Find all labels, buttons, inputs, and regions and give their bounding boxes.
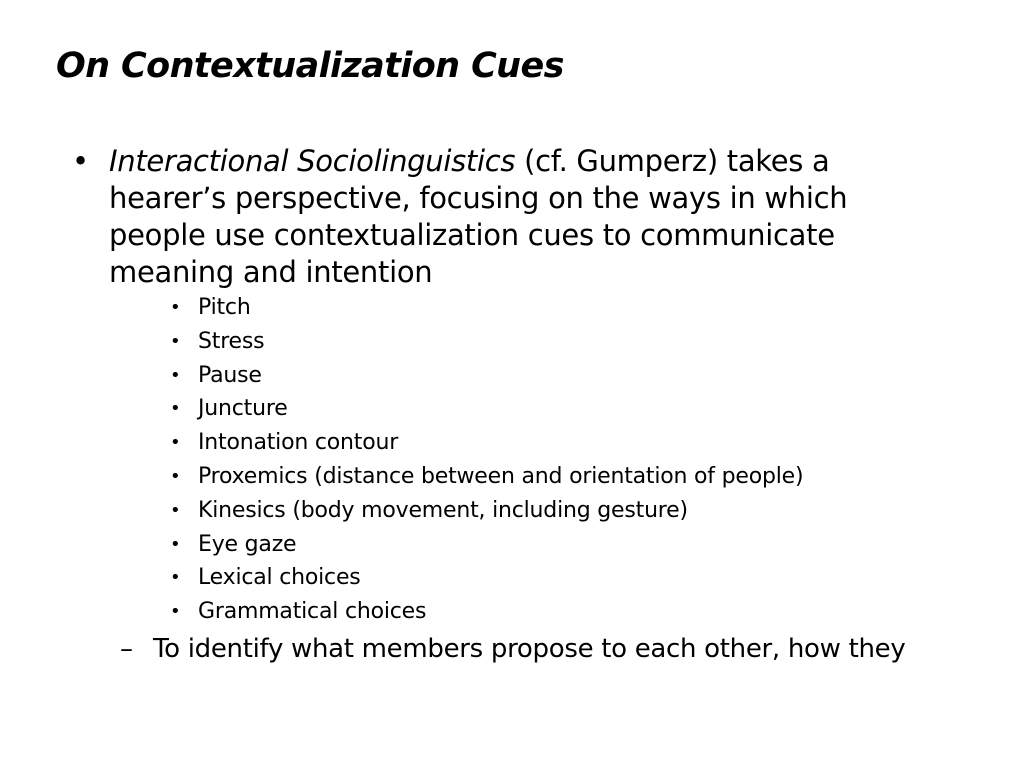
sub-bullet-symbol: • (170, 601, 181, 623)
sub-bullet-label: Intonation contour (198, 430, 399, 456)
sub-bullet-label: Stress (198, 328, 265, 354)
sub-bullet-symbol: • (170, 398, 181, 420)
sub-bullet-label: Grammatical choices (198, 599, 427, 625)
sub-bullet-item (170, 361, 803, 395)
sub-bullet-label: Pitch (198, 295, 251, 320)
sub-bullet-item (170, 597, 803, 631)
sub-bullet-symbol: • (170, 297, 181, 318)
sub-bullet-label: Kinesics (body movement, including gesture) (198, 497, 688, 523)
sub-bullet-item (170, 428, 803, 462)
sub-bullet-symbol: • (170, 567, 181, 589)
sub-bullet-symbol: • (170, 432, 181, 454)
sub-bullet-symbol: • (170, 465, 181, 487)
sub-bullet-label: Juncture (198, 396, 288, 422)
main-bullet (72, 143, 932, 291)
sub-bullet-item (170, 563, 803, 597)
sub-bullet-item (170, 462, 803, 496)
dash-item (120, 632, 905, 666)
bullet-symbol: • (72, 144, 89, 178)
sub-bullet-list (170, 293, 803, 631)
main-bullet-text (109, 143, 932, 291)
sub-bullet-label: Pause (198, 362, 262, 388)
sub-bullet-item (170, 293, 803, 327)
sub-bullet-label: Proxemics (distance between and orientation of people) (198, 463, 804, 489)
sub-bullet-symbol: • (170, 533, 181, 555)
sub-bullet-symbol: • (170, 330, 181, 352)
sub-bullet-item (170, 394, 803, 428)
sub-bullet-label: Eye gaze (198, 531, 297, 557)
sub-bullet-item (170, 496, 803, 530)
sub-bullet-label: Lexical choices (198, 565, 361, 591)
slide-title: On Contextualization Cues (56, 46, 564, 86)
dash-symbol: – (120, 634, 133, 664)
sub-bullet-symbol: • (170, 499, 181, 521)
main-bullet-body: (cf. Gumperz) takes a hearer’s perspective, focusing on the ways in which people use contextualization cues to communicate meaning and intention (109, 144, 848, 289)
sub-bullet-item (170, 327, 803, 361)
dash-item-text: To identify what members propose to each other, how they (153, 634, 906, 664)
sub-bullet-symbol: • (170, 364, 181, 386)
sub-bullet-item (170, 530, 803, 564)
main-bullet-term: Interactional Sociolinguistics (109, 144, 516, 178)
